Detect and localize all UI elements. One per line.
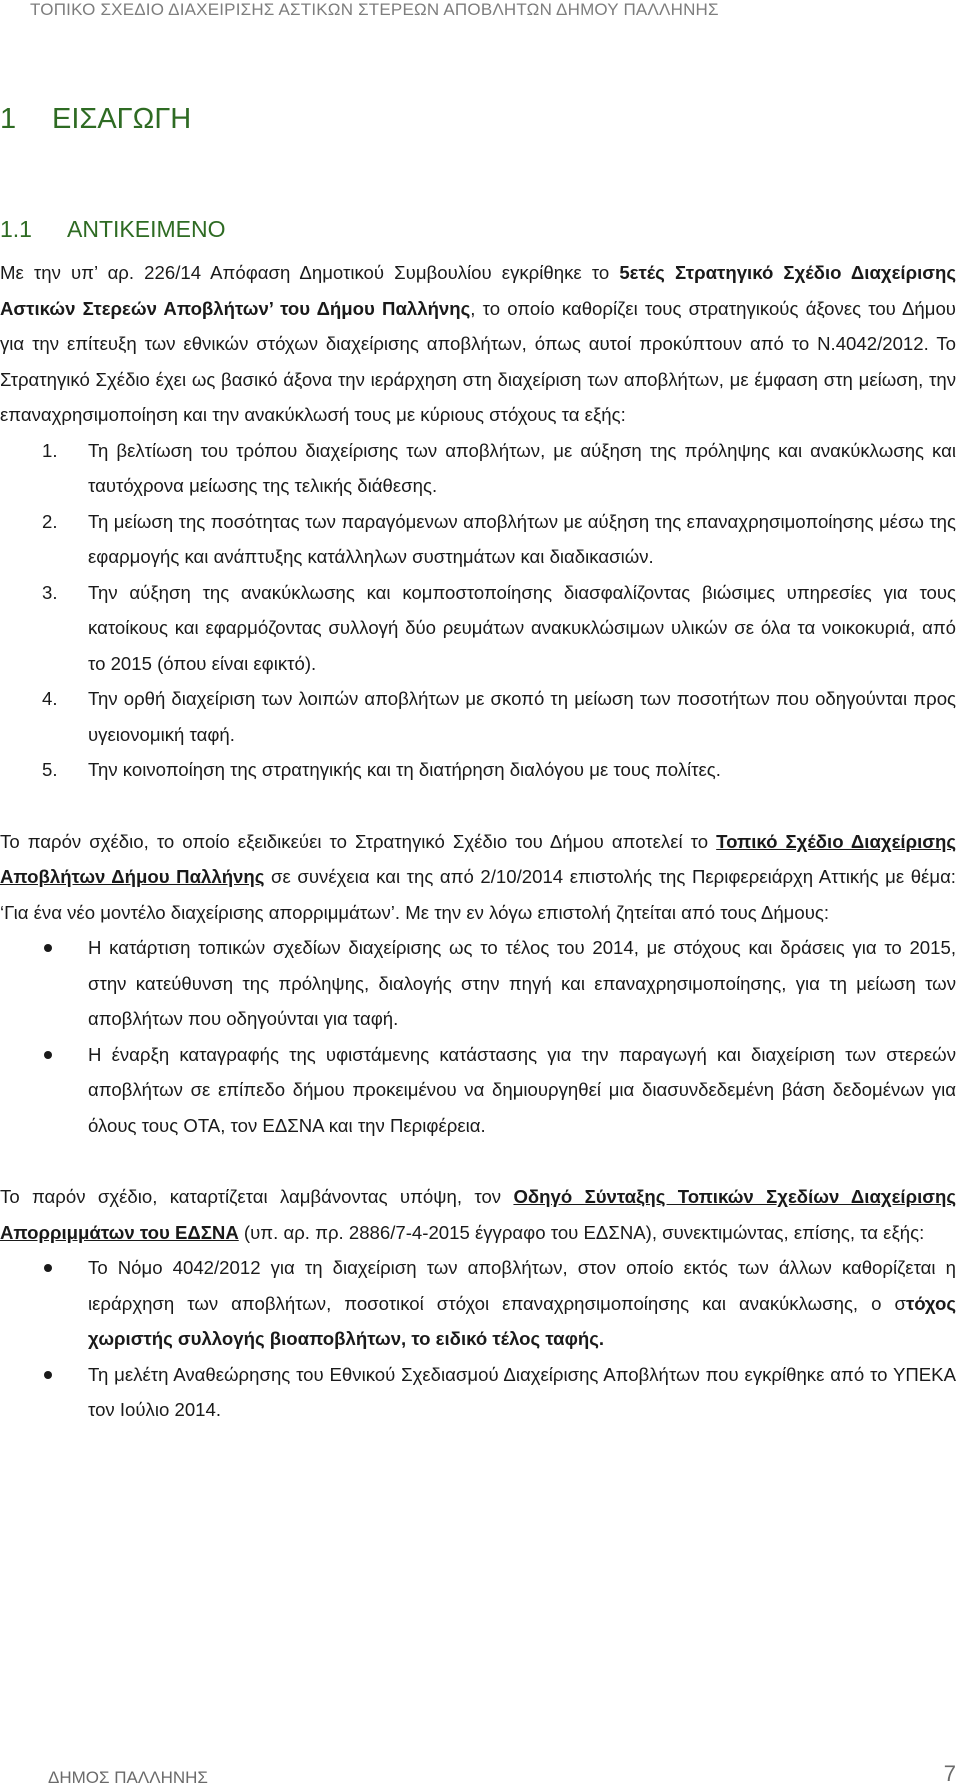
goal-item: 3. Την αύξηση της ανακύκλωσης και κομποστοποίησης διασφαλίζοντας βιώσιμες υπηρεσίες για τους κατοίκους και εφαρμόζοντας συλλογή δύο ρευμάτων ανακυκλώσιμων υλικών σε όλα τα νοικοκυριά, από το 2015 (όπου είναι εφικτό). <box>42 581 956 674</box>
list-item: Το Νόμο 4042/2012 για τη διαχείριση των αποβλήτων, στον οποίο εκτός των άλλων καθορίζεται η ιεράρχηση των αποβλήτων, ποσοτικοί στόχοι επαναχρησιμοποίησης και ανακύκλωσης, ο στόχος χωριστής συλλογής βιοαποβλήτων, το ειδικό τέλος ταφής. <box>0 1250 956 1357</box>
heading-2 <box>0 216 225 243</box>
strategic-plan-title: 5ετές Στρατηγικό Σχέδιο Διαχείρισης Αστικών Στερεών Αποβλήτων’ του Δήμου Παλλήνης <box>0 262 956 319</box>
heading-2-title: ΑΝΤΙΚΕΙΜΕΝΟ <box>67 216 226 242</box>
goal-item: 2. Τη μείωση της ποσότητας των παραγόμενων αποβλήτων με αύξηση της επαναχρησιμοποίησης μέσω της εφαρμογής και ανάπτυξης κατάλληλων συστημάτων και διαδικασιών. <box>42 510 956 567</box>
list-item: Τη μελέτη Αναθεώρησης του Εθνικού Σχεδιασμού Διαχείρισης Αποβλήτων που εγκρίθηκε από το ΥΠΕΚΑ τον Ιούλιο 2014. <box>0 1357 956 1428</box>
bullet-icon <box>44 1051 52 1059</box>
goal-item: 1. Τη βελτίωση του τρόπου διαχείρισης των αποβλήτων, με αύξηση της πρόληψης και ανακύκλωσης και ταυτόχρονα μείωσης της τελικής διάθεσης. <box>42 439 956 496</box>
running-header: ΤΟΠΙΚΟ ΣΧΕΔΙΟ ΔΙΑΧΕΙΡΙΣΗΣ ΑΣΤΙΚΩΝ ΣΤΕΡΕΩΝ ΑΠΟΒΛΗΤΩΝ ΔΗΜΟΥ ΠΑΛΛΗΝΗΣ <box>30 0 719 19</box>
guide-paragraph: Το παρόν σχέδιο, καταρτίζεται λαμβάνοντας υπόψη, τον Οδηγό Σύνταξης Τοπικών Σχεδίων Διαχείρισης Απορριμμάτων του ΕΔΣΝΑ (υπ. αρ. πρ. 2886/7-4-2015 έγγραφο του ΕΔΣΝΑ), συνεκτιμώντας, επίσης, τα εξής: <box>0 1186 957 1243</box>
heading-1-title: ΕΙΣΑΓΩΓΗ <box>52 103 192 135</box>
local-plan-title: Τοπικό Σχέδιο Διαχείρισης Αποβλήτων Δήμου Παλλήνης <box>0 830 956 887</box>
document-body <box>0 255 956 1428</box>
requirements-list <box>0 930 956 1143</box>
intro-paragraph: Με την υπ’ αρ. 226/14 Απόφαση Δημοτικού Συμβουλίου εγκρίθηκε το 5ετές Στρατηγικό Σχέδιο Διαχείρισης Αστικών Στερεών Αποβλήτων’ του Δήμου Παλλήνης, το οποίο καθορίζει τους στρατηγικούς άξονες του Δήμου για την επίτευξη των εθνικών στόχων διαχείρισης αποβλήτων, όπως αυτοί προκύπτουν από το Ν.4042/2012. Το Στρατηγικό Σχέδιο έχει ως βασικό άξονα την ιεράρχηση στη διαχείριση των αποβλήτων, με έμφαση στη μείωση, την επαναχρησιμοποίηση και την ανακύκλωσή τους με κύριους στόχους τα εξής: <box>0 262 956 425</box>
goals-list <box>0 433 956 788</box>
footer-municipality: ΔΗΜΟΣ ΠΑΛΛΗΝΗΣ <box>48 1768 208 1787</box>
bullet-icon <box>44 944 52 952</box>
heading-1 <box>0 103 191 136</box>
bullet-icon <box>44 1264 52 1272</box>
local-plan-paragraph: Το παρόν σχέδιο, το οποίο εξειδικεύει το Στρατηγικό Σχέδιο του Δήμου αποτελεί το Τοπικό Σχέδιο Διαχείρισης Αποβλήτων Δήμου Παλλήνης σε συνέχεια και της από 2/10/2014 επιστολής της Περιφερειάρχη Αττικής με θέμα: ‘Για ένα νέο μοντέλο διαχείρισης απορριμμάτων’. Με την εν λόγω επιστολή ζητείται από τους Δήμους: <box>0 830 956 923</box>
bullet-icon <box>44 1371 52 1379</box>
goal-item: 5. Την κοινοποίηση της στρατηγικής και τη διατήρηση διαλόγου με τους πολίτες. <box>42 759 721 780</box>
considerations-list <box>0 1250 956 1428</box>
page-number: 7 <box>943 1761 956 1786</box>
goal-item: 4. Την ορθή διαχείριση των λοιπών αποβλήτων με σκοπό τη μείωση των ποσοτήτων που οδηγούνται προς υγειονομική ταφή. <box>42 688 956 745</box>
heading-2-number: 1.1 <box>0 216 32 242</box>
guide-title: Οδηγό Σύνταξης Τοπικών Σχεδίων Διαχείρισης Απορριμμάτων του ΕΔΣΝΑ <box>0 1186 957 1243</box>
heading-1-number: 1 <box>0 103 17 135</box>
list-item: Η έναρξη καταγραφής της υφιστάμενης κατάστασης για την παραγωγή και διαχείριση των στερεών αποβλήτων σε επίπεδο δήμου προκειμένου να δημιουργηθεί μια διασυνδεδεμένη βάση δεδομένων για όλους τους ΟΤΑ, τον ΕΔΣΝΑ και την Περιφέρεια. <box>0 1037 956 1144</box>
list-item: Η κατάρτιση τοπικών σχεδίων διαχείρισης ως το τέλος του 2014, με στόχους και δράσεις για το 2015, στην κατεύθυνση της πρόληψης, διαλογής στην πηγή και επαναχρησιμοποίησης, για τη μείωση των αποβλήτων που οδηγούνται για ταφή. <box>0 930 956 1037</box>
